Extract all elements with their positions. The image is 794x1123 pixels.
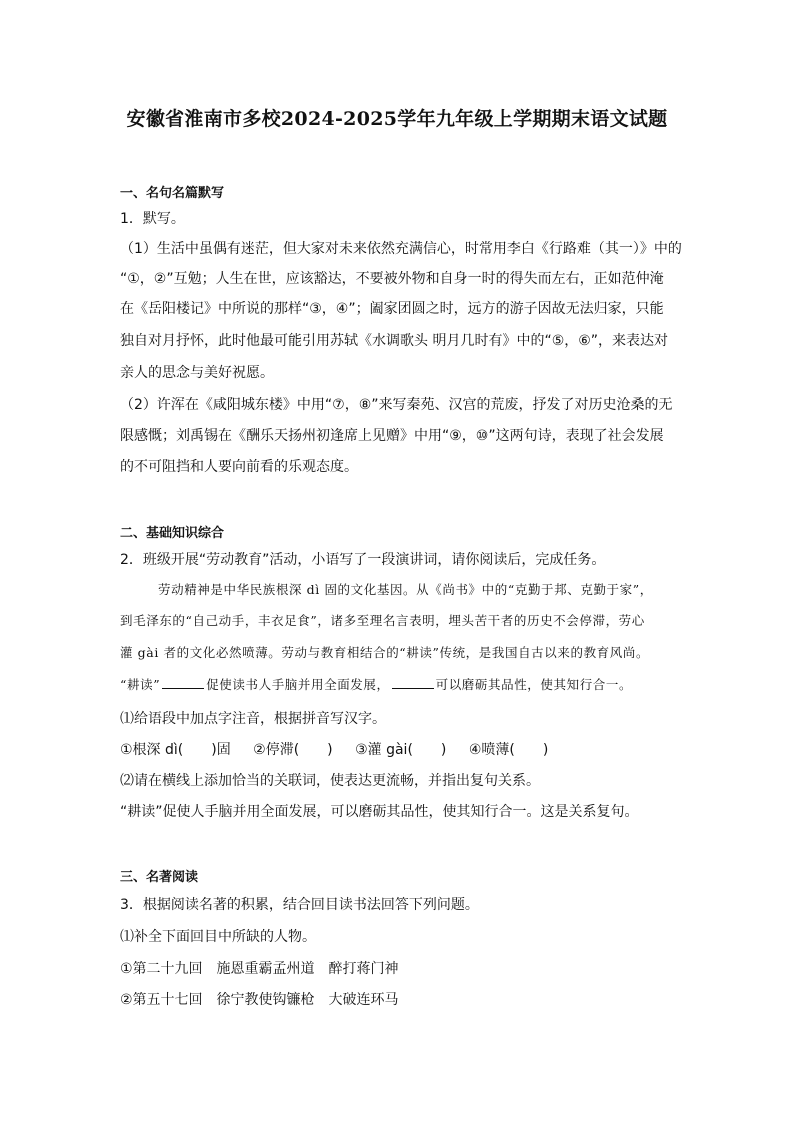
section-heading-3: 三、名著阅读 [120, 870, 199, 885]
section-heading-2: 二、基础知识综合 [120, 526, 225, 541]
passage-line: 灌 gài 者的文化必然喷薄。劳动与教育相结合的“耕读”传统，是我国自古以来的教育风尚。 [120, 645, 650, 660]
option-item: ③灌 gài( ) [355, 742, 447, 758]
passage-text: 促使读书人手脑并用全面发展， [206, 677, 390, 692]
question-2-stem: 2．班级开展“劳动教育”活动，小语写了一段演讲词，请你阅读后，完成任务。 [120, 552, 606, 568]
question-1-stem: 1．默写。 [120, 211, 185, 227]
option-item: ②停滞( ) [253, 742, 333, 758]
q1-part1-line: 在《岳阳楼记》中所说的那样“③，④”；阖家团圆之时，远方的游子因故无法归家，只能 [120, 301, 664, 317]
q3-task-1: ⑴补全下面回目中所缺的人物。 [120, 929, 316, 945]
chapter-title-item: ①第二十九回 施恩重霸孟州道 醉打蒋门神 [120, 961, 399, 977]
q2-task-1: ⑴给语段中加点字注音，根据拼音写汉字。 [120, 711, 386, 727]
answer-blank[interactable] [392, 676, 434, 689]
passage-text: 可以磨砺其品性，使其知行合一。 [435, 677, 633, 692]
answer-blank[interactable] [162, 676, 204, 689]
q1-part2-line: 的不可阻挡和人要向前看的乐观态度。 [120, 459, 358, 475]
passage-line-with-blanks [120, 675, 680, 693]
section-heading-1: 一、名句名篇默写 [120, 186, 225, 201]
page-title: 安徽省淮南市多校2024-2025学年九年级上学期期末语文试题 [126, 108, 668, 130]
option-item: ①根深 dì( )固 [120, 742, 231, 758]
chapter-title-item: ②第五十七回 徐宁教使钩镰枪 大破连环马 [120, 992, 399, 1008]
question-3-stem: 3．根据阅读名著的积累，结合回目读书法回答下列问题。 [120, 897, 479, 913]
q1-part1-line: “①，②”互勉；人生在世，应该豁达，不要被外物和自身一时的得失而左右，正如范仲淹 [120, 271, 664, 287]
q2-task-2-sentence: “耕读”促使人手脑并用全面发展，可以磨砺其品性，使其知行合一。这是关系复句。 [120, 804, 639, 820]
q1-part2-line: 限感慨；刘禹锡在《酬乐天扬州初逢席上见赠》中用“⑨，⑩”这两句诗，表现了社会发展 [120, 428, 664, 444]
passage-line: 劳动精神是中华民族根深 dì 固的文化基因。从《尚书》中的“克勤于邦、克勤于家”， [158, 582, 653, 597]
q1-part1-line: （1）生活中虽偶有迷茫，但大家对未来依然充满信心，时常用李白《行路难（其一）》中的 [120, 241, 682, 257]
q2-task-2: ⑵请在横线上添加恰当的关联词，使表达更流畅，并指出复句关系。 [120, 773, 540, 789]
option-item: ④喷薄( ) [468, 742, 549, 758]
q1-part1-line: 亲人的思念与美好祝愿。 [120, 365, 274, 381]
q2-options [120, 739, 680, 759]
passage-text: “耕读” [120, 677, 161, 692]
passage-line: 到毛泽东的“自己动手，丰衣足食”，诸多至理名言表明，埋头苦干者的历史不会停滞，劳心 [120, 613, 645, 628]
q1-part1-line: 独自对月抒怀，此时他最可能引用苏轼《水调歌头 明月几时有》中的“⑤，⑥”，来表达对 [120, 333, 669, 349]
q1-part2-line: （2）许浑在《咸阳城东楼》中用“⑦，⑧”来写秦苑、汉宫的荒废，抒发了对历史沧桑的无 [120, 397, 673, 413]
